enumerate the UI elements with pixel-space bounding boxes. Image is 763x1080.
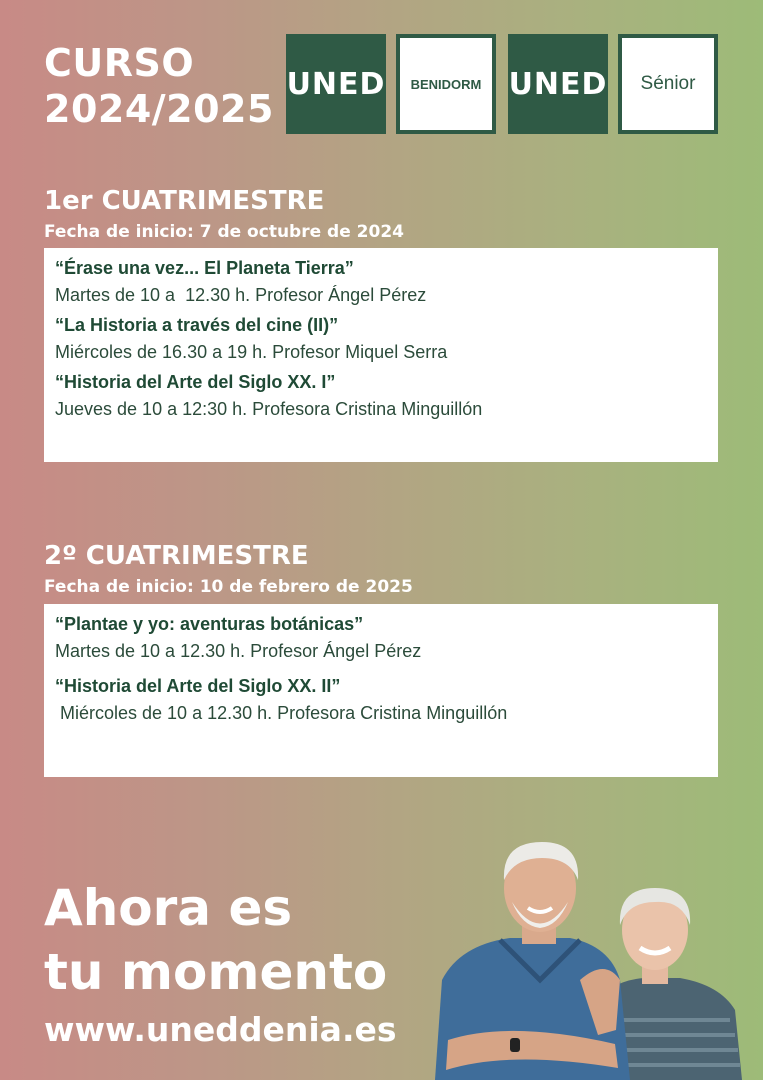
- course-title: “Historia del Arte del Siglo XX. I”: [55, 372, 336, 392]
- man-figure: [435, 842, 630, 1080]
- curso-year: 2024/2025: [44, 87, 274, 131]
- slogan-line-2: tu momento: [44, 943, 388, 1001]
- course-title: “Érase una vez... El Planeta Tierra”: [55, 258, 354, 278]
- course-schedule: Miércoles de 10 a 12.30 h. Profesora Cristina Minguillón: [55, 703, 508, 723]
- course-schedule: Martes de 10 a 12.30 h. Profesor Ángel Pérez: [55, 641, 422, 661]
- senior-couple-photo: [430, 830, 763, 1080]
- curso-label: CURSO: [44, 41, 195, 85]
- senior-logo: [618, 34, 718, 134]
- website-url[interactable]: www.uneddenia.es: [44, 1010, 397, 1049]
- course-year-heading: [44, 40, 274, 132]
- slogan: [44, 876, 387, 1004]
- course-title: “La Historia a través del cine (II)”: [55, 315, 339, 335]
- semester2-start-date: Fecha de inicio: 10 de febrero de 2025: [44, 577, 413, 597]
- course-schedule: Martes de 10 a 12.30 h. Profesor Ángel Pérez: [55, 285, 427, 305]
- benidorm-logo: [396, 34, 496, 134]
- course-schedule: Miércoles de 16.30 a 19 h. Profesor Miquel Serra: [55, 342, 448, 362]
- semester1-course-list: [44, 248, 718, 462]
- semester2-course-list: [44, 604, 718, 777]
- uned-logo: [286, 34, 386, 134]
- uned-logo-text-2: UNED: [508, 66, 608, 102]
- uned-logo-2: [508, 34, 608, 134]
- semester2-title: 2º CUATRIMESTRE: [44, 541, 309, 571]
- course-title: “Historia del Arte del Siglo XX. II”: [55, 676, 341, 696]
- benidorm-logo-text: BENIDORM: [410, 76, 482, 92]
- semester1-title: 1er CUATRIMESTRE: [44, 186, 325, 216]
- course-title: “Plantae y yo: aventuras botánicas”: [55, 614, 364, 634]
- senior-logo-text: Sénior: [640, 73, 696, 94]
- course-schedule: Jueves de 10 a 12:30 h. Profesora Cristina Minguillón: [55, 399, 483, 419]
- slogan-line-1: Ahora es: [44, 879, 293, 937]
- uned-logo-text: UNED: [286, 66, 386, 102]
- semester1-start-date: Fecha de inicio: 7 de octubre de 2024: [44, 222, 404, 242]
